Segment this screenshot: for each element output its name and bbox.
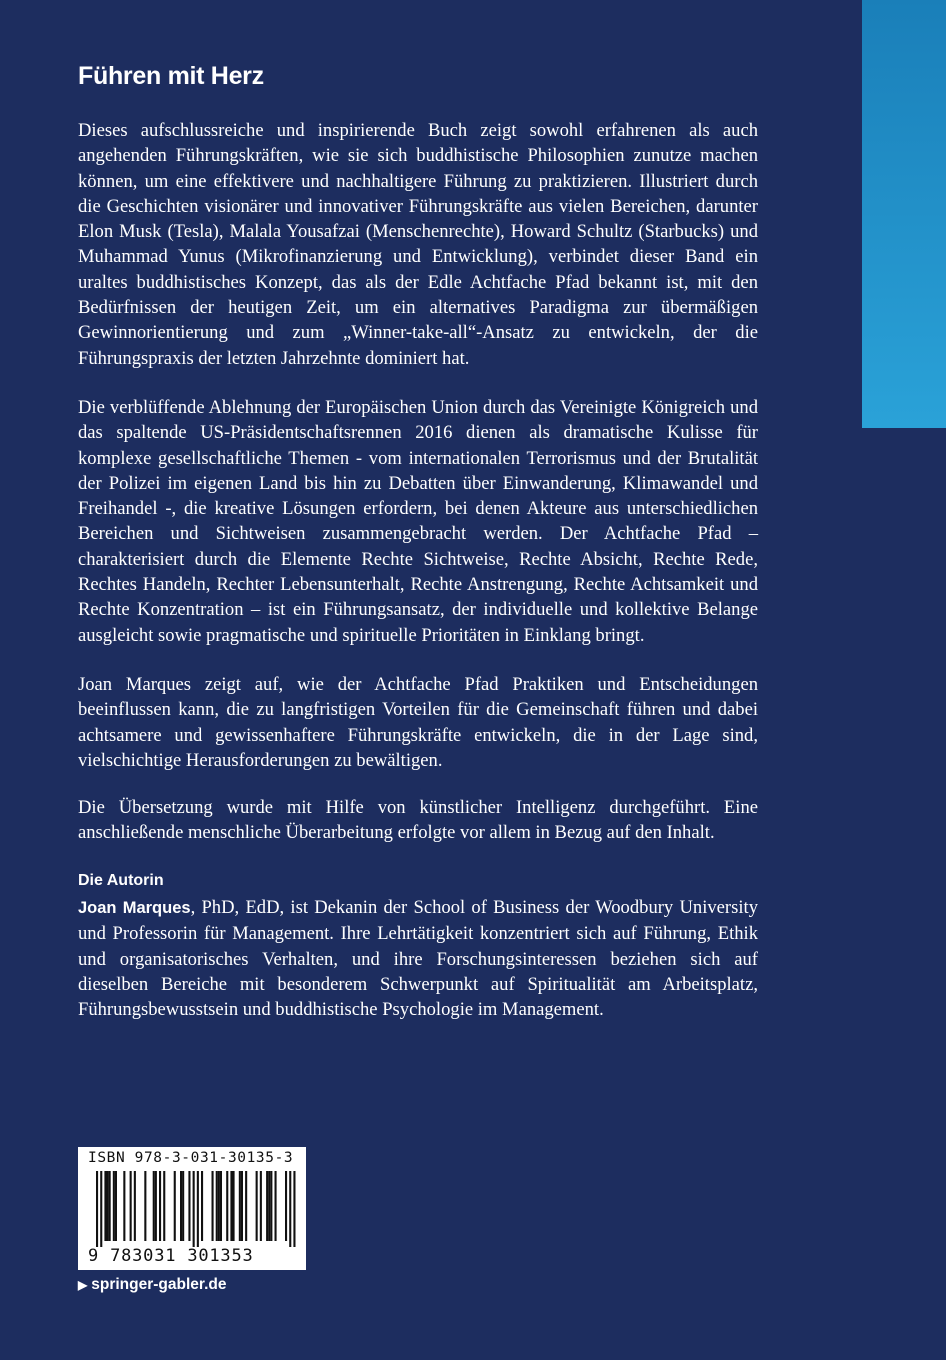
barcode-bar	[96, 1171, 98, 1247]
barcode-bar	[153, 1171, 155, 1241]
author-name: Joan Marques	[78, 899, 191, 917]
description-paragraph-3: Joan Marques zeigt auf, wie der Achtfache Pfad Praktiken und Entscheidungen beeinflussen kann, die zu langfristigen Vorteilen für die Gemeinschaft führen und dabei achtsamere und gewissenhaftere Führungskräfte entwickeln, die in der Lage sind, vielschichtige Herausforderungen zu bewältigen.	[78, 674, 758, 771]
author-bio-text: , PhD, EdD, ist Dekanin der School of Business der Woodbury University und Professorin für Management. Ihre Lehrtätigkeit konzentriert sich auf Führung, Ethik und organisatorisches Verhalten, und ihre Forschungsinteressen beziehen sich auf dieselben Bereiche mit besonderem Schwerpunkt auf Spiritualität am Arbeitsplatz, Führungsbewusstsein und buddhistische Psychologie im Management.	[78, 897, 758, 1021]
barcode-bar	[218, 1171, 220, 1241]
barcode-bar	[270, 1171, 272, 1241]
arrow-right-icon: ▶	[78, 1278, 88, 1292]
barcode-bar	[159, 1171, 161, 1241]
publisher-link[interactable]	[78, 1276, 226, 1294]
isbn-label: ISBN 978-3-031-30135-3	[88, 1150, 294, 1166]
barcode-bar	[275, 1171, 277, 1241]
barcode-bar	[233, 1171, 235, 1241]
barcode-bar	[144, 1171, 146, 1241]
barcode-bar	[115, 1171, 117, 1241]
barcode-digits: 9 783031 301353	[88, 1246, 254, 1266]
barcode-bar	[123, 1171, 125, 1241]
barcode-bar	[226, 1171, 228, 1241]
barcode-bars	[84, 1171, 300, 1247]
description-paragraph-2: Die verblüffende Ablehnung der Europäischen Union durch das Vereinigte Königreich und das spaltende US-Präsidentschaftsrennen 2016 dienen als dramatische Kulisse für komplexe gesellschaftliche Themen - vom internationalen Terrorismus und der Brutalität der Polizei im eigenen Land bis hin zu Debatten über Einwanderung, Klimawandel und Freihandel -, die kreative Lösungen erfordern, bei denen Akteure aus unterschiedlichen Bereichen und Sichtweisen zusammengebracht werden. Der Achtfache Pfad – charakterisiert durch die Elemente Rechte Sichtweise, Rechte Absicht, Rechte Rede, Rechtes Handeln, Rechter Lebensunterhalt, Rechte Anstrengung, Rechte Achtsamkeit und Rechte Konzentration – ist ein Führungsansatz, der individuelle und kollektive Belange ausgleicht sowie pragmatische und spirituelle Prioritäten in Einklang bringt.	[78, 397, 758, 646]
barcode-bar	[180, 1171, 182, 1241]
description-paragraph-1: Dieses aufschlussreiche und inspirierende Buch zeigt sowohl erfahrenen als auch angehenden Führungskräften, wie sie sich buddhistische Philosophien zunutze machen können, um eine effektivere und nachhaltigere Führung zu praktizieren. Illustriert durch die Geschichten visionärer und innovativer Führungskräfte aus vielen Bereichen, darunter Elon Musk (Tesla), Malala Yousafzai (Menschenrechte), Howard Schultz (Starbucks) und Muhammad Yunus (Mikrofinanzierung und Entwicklung), verbindet dieser Band ein uraltes buddhistisches Konzept, das als der Edle Achtfache Pfad bekannt ist, mit den Bedürfnissen der heutigen Zeit, um ein alternatives Paradigma zur übermäßigen Gewinnorientierung und zum „Winner-take-all“-Ansatz zu entwickeln, der die Führungspraxis der letzten Jahrzehnte dominiert hat.	[78, 120, 758, 369]
barcode-bar	[212, 1171, 214, 1241]
barcode-bar	[197, 1171, 199, 1247]
barcode-bar	[188, 1171, 190, 1241]
barcode-bar	[239, 1171, 241, 1241]
barcode-bar	[260, 1171, 262, 1241]
isbn-barcode	[78, 1147, 306, 1270]
barcode-bar	[104, 1171, 106, 1241]
barcode-bar	[256, 1171, 258, 1241]
barcode-bar	[134, 1171, 136, 1241]
barcode-bar	[155, 1171, 157, 1241]
barcode-bar	[241, 1171, 243, 1241]
barcode-bar	[107, 1171, 109, 1241]
barcode-bar	[245, 1171, 247, 1241]
barcode-bar	[266, 1171, 268, 1241]
accent-bar	[862, 0, 946, 428]
barcode-bar	[113, 1171, 115, 1241]
publisher-url: springer-gabler.de	[91, 1276, 227, 1293]
barcode-bar	[174, 1171, 176, 1241]
book-title: Führen mit Herz	[78, 62, 264, 90]
barcode-bar	[201, 1171, 203, 1241]
barcode-bar	[293, 1171, 295, 1247]
barcode-bar	[100, 1171, 102, 1247]
barcode-bar	[285, 1171, 287, 1241]
author-heading: Die Autorin	[78, 872, 164, 889]
barcode-bar	[220, 1171, 222, 1241]
translation-note: Die Übersetzung wurde mit Hilfe von künstlicher Intelligenz durchgeführt. Eine anschließende menschliche Überarbeitung erfolgte vor allem in Bezug auf den Inhalt.	[78, 797, 758, 844]
barcode-bar	[109, 1171, 111, 1241]
barcode-bar	[230, 1171, 232, 1241]
barcode-bar	[193, 1171, 195, 1247]
barcode-bar	[289, 1171, 291, 1247]
author-bio	[78, 895, 758, 1022]
barcode-bar	[216, 1171, 218, 1241]
barcode-bar	[130, 1171, 132, 1241]
barcode-bar	[163, 1171, 165, 1241]
barcode-bar	[268, 1171, 270, 1241]
barcode-bar	[182, 1171, 184, 1241]
